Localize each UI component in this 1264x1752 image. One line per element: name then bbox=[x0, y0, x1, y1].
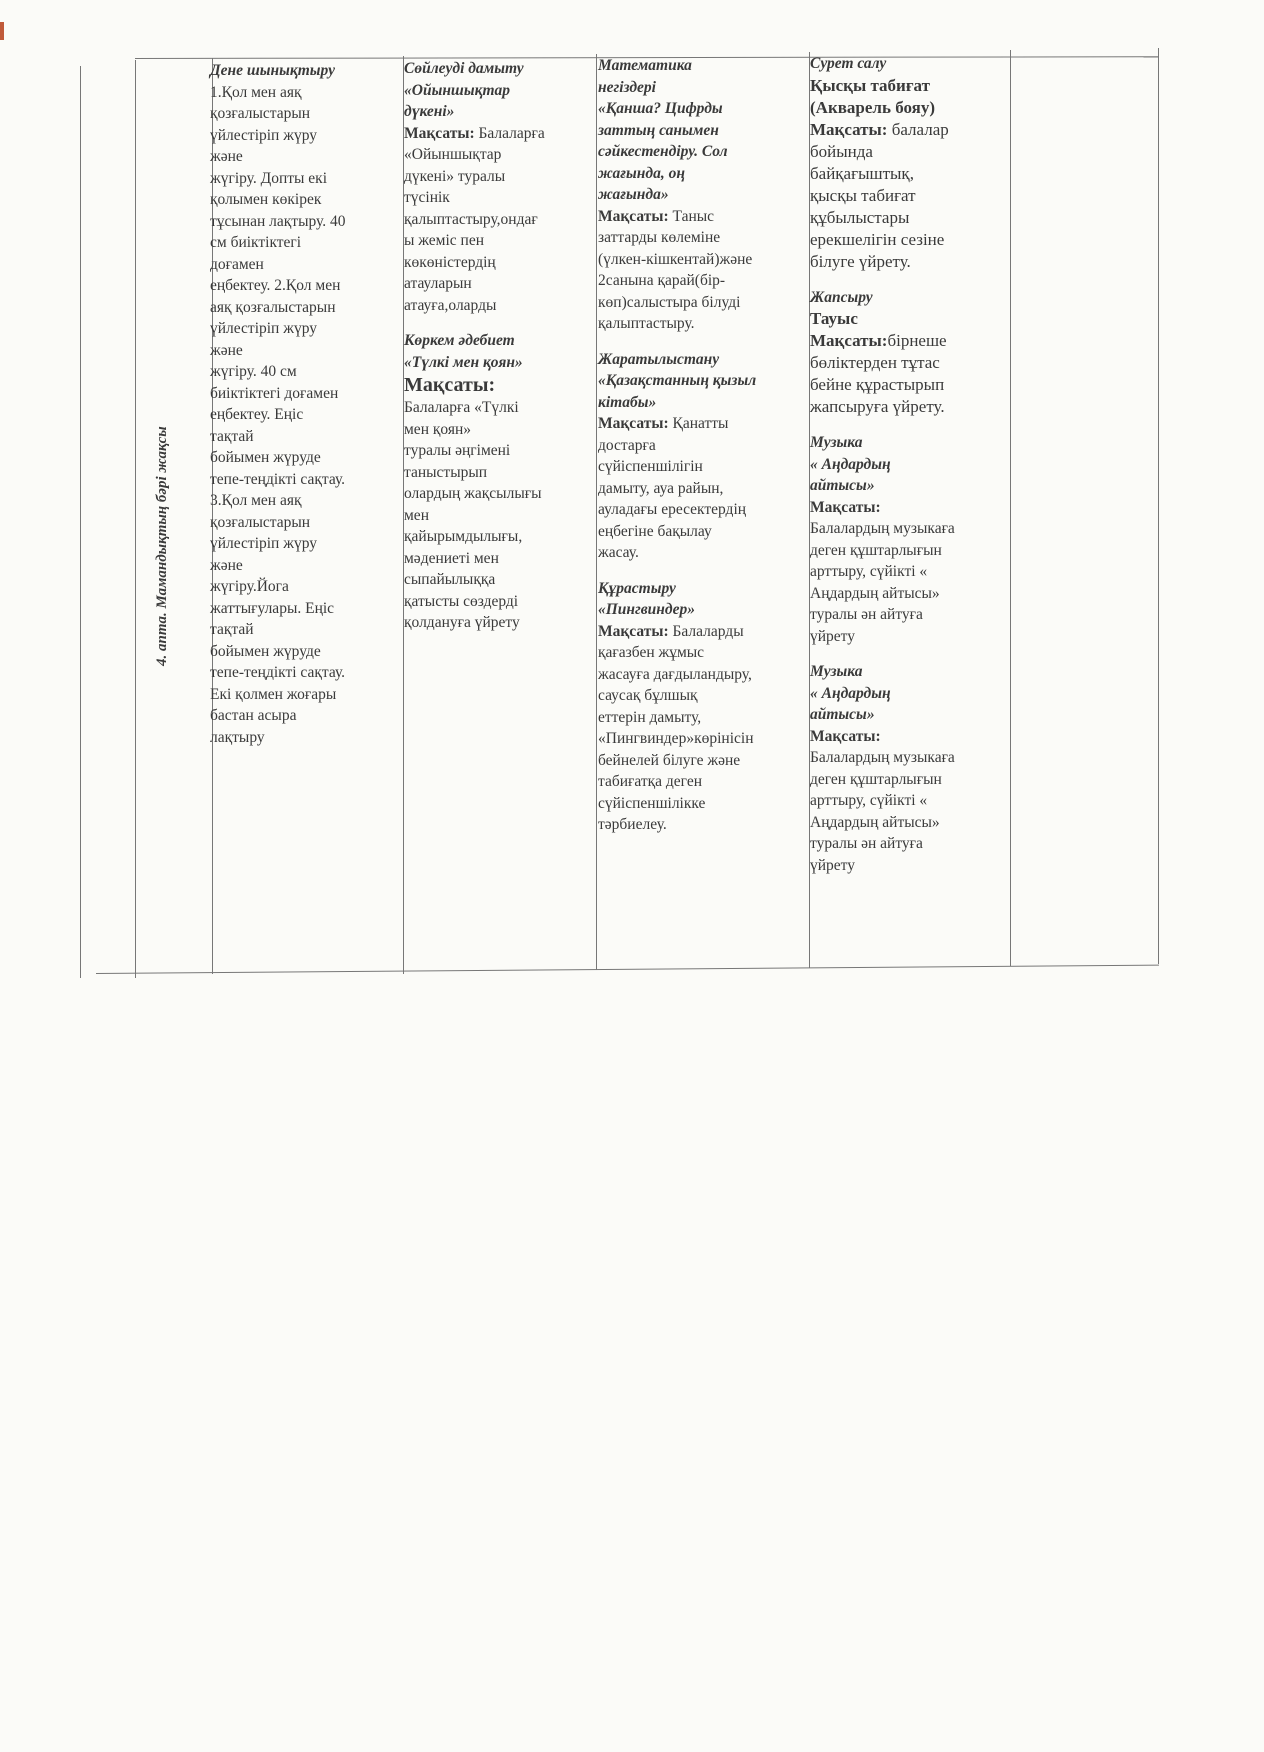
table-bottom-border bbox=[96, 965, 1159, 974]
scan-mark bbox=[0, 22, 4, 40]
goal-paragraph bbox=[810, 119, 1006, 273]
subject-title: Сөйлеуді дамыту «Ойыншықтар дүкені» bbox=[404, 60, 524, 120]
col-divider-3 bbox=[596, 54, 597, 970]
goal-text: Балалардың музыкаға деген құштарлығын арттыру, сүйікті « Аңдардың айтысы» туралы ән айтуға үйрету bbox=[810, 749, 955, 874]
goal-label: Мақсаты: bbox=[810, 119, 888, 139]
subject-title: Жапсыру bbox=[810, 288, 873, 306]
goal-paragraph bbox=[404, 123, 594, 317]
goal-text: балалар бойында байқағыштық, қысқы табиғат құбылыстары ерекшелігін сезіне білуге үйрету. bbox=[810, 119, 949, 271]
goal-text: Балаларға «Ойыншықтар дүкені» туралы түсінік қалыптастыру,ондағ ы жеміс пен көкөністердің атауларын атауға,оларды bbox=[404, 124, 545, 314]
goal-text: Балаларды қағазбен жұмыс жасауға дағдыландыру, саусақ бұлшық еттерін дамыту, «Пингвиндер»көрінісін бейнелей білуге және табиғатқа деген сүйіспеншілікке тәрбиелеу. bbox=[598, 622, 754, 833]
goal-text: Қанатты достарға сүйіспеншілігін дамыту, ауа райын, ауладағы ересектердің еңбегіне бақылау жасау. bbox=[598, 415, 747, 561]
topic-title: Тауыс bbox=[810, 309, 858, 328]
goal-label: Мақсаты: bbox=[598, 207, 669, 225]
goal-paragraph bbox=[810, 330, 1006, 418]
goal-label: Мақсаты: bbox=[598, 415, 669, 432]
goal-paragraph bbox=[598, 206, 808, 335]
column-art-applique-music bbox=[810, 53, 1006, 876]
subject-title: Дене шынықтыру bbox=[210, 62, 335, 79]
goal-label: Мақсаты: bbox=[404, 124, 475, 142]
column-speech-literature bbox=[404, 58, 594, 634]
subject-title: Сурет салу bbox=[810, 55, 887, 72]
body-text: Балаларға «Түлкі мен қоян» туралы әңгімені таныстырып олардың жақсылығы мен қайырымдылығы, мәдениеті мен сыпайылыққа қатысты сөздерді қолдануға үйрету bbox=[404, 399, 542, 631]
body-text: 1.Қол мен аяқ қозғалыстарын үйлестіріп жүру және жүгіру. Допты екі қолымен көкірек тұсынан лақтыру. 40 см биіктіктегі доғамен еңбектеу. 2.Қол мен аяқ қозғалыстарын үйлестіріп жүру және жүгіру. 40 см биіктіктегі доғамен еңбектеу. Еңіс тақтай бойымен жүруде тепе-теңдікті сақтау. 3.Қол мен аяқ қозғалыстарын үйлестіріп жүру және жүгіру.Йога жаттығулары. Еңіс тақтай бойымен жүруде тепе-теңдікті сақтау. Екі қолмен жоғары бастан асыра лақтыру bbox=[210, 83, 346, 746]
goal-paragraph bbox=[810, 497, 1006, 648]
goal-label: Мақсаты: bbox=[810, 727, 881, 745]
week-label: 4. апта. Мамандықтың бәрі жақсы bbox=[154, 426, 170, 666]
goal-label: Мақсаты: bbox=[598, 622, 669, 640]
goal-paragraph bbox=[598, 413, 808, 564]
col-divider-5 bbox=[1010, 50, 1011, 966]
goal-paragraph bbox=[810, 726, 1006, 877]
col-divider-0 bbox=[135, 60, 136, 978]
table-right-edge bbox=[1158, 48, 1159, 964]
goal-text: бірнеше бөліктерден тұтас бейне құрастырып жапсыруға үйрету. bbox=[810, 331, 947, 416]
table-left-edge bbox=[80, 66, 81, 978]
subject-title: Көркем әдебиет «Түлкі мен қоян» bbox=[404, 332, 523, 371]
subject-title: Математика негіздері «Қанша? Цифрды заттың санымен сәйкестендіру. Сол жағында, оң жағында» bbox=[598, 57, 728, 203]
goal-label: Мақсаты: bbox=[810, 498, 881, 516]
goal-text: Таныс заттарды көлеміне (үлкен-кішкентай)және 2санына қарай(бір- көп)салыстыра білуді қалыптастыру. bbox=[598, 207, 753, 332]
subject-title: Құрастыру «Пингвиндер» bbox=[598, 579, 695, 618]
column-math-nature-construction bbox=[598, 55, 808, 836]
topic-title: Қысқы табиғат (Акварель бояу) bbox=[810, 75, 936, 117]
subject-title: Музыка « Аңдардың айтысы» bbox=[810, 663, 891, 723]
goal-heading: Мақсаты: bbox=[404, 374, 496, 396]
subject-title: Музыка « Аңдардың айтысы» bbox=[810, 434, 891, 494]
goal-text: Балалардың музыкаға деген құштарлығын арттыру, сүйікті « Аңдардың айтысы» туралы ән айтуға үйрету bbox=[810, 520, 955, 645]
goal-label: Мақсаты: bbox=[810, 331, 888, 350]
subject-title: Жаратылыстану «Қазақстанның қызыл кітабы» bbox=[598, 350, 757, 411]
column-physical-education bbox=[210, 60, 396, 748]
goal-paragraph bbox=[598, 621, 808, 836]
